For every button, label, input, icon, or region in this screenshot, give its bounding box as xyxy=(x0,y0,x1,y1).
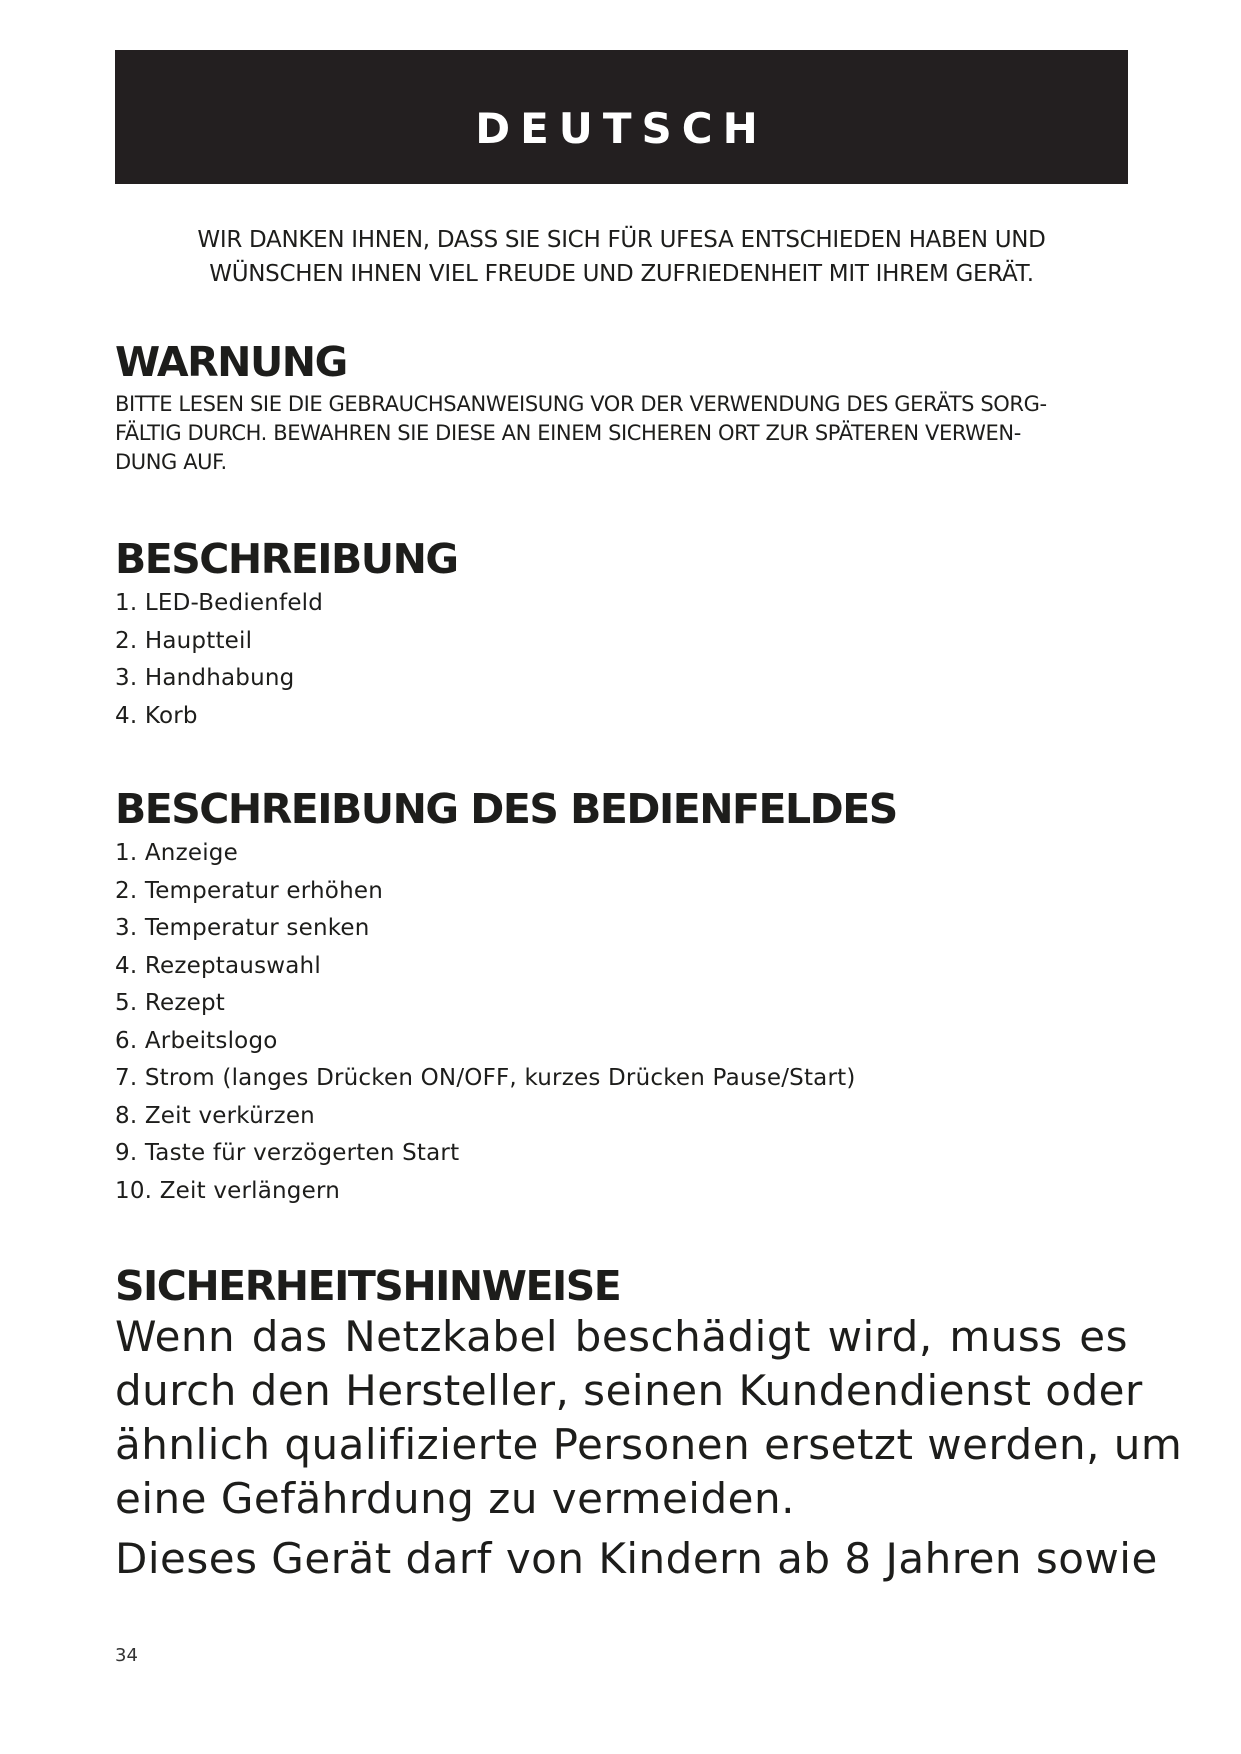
list-item: 7. Strom (langes Drücken ON/OFF, kurzes Drücken Pause/Start) xyxy=(115,1065,856,1091)
control-panel-heading: BESCHREIBUNG DES BEDIENFELDES xyxy=(115,785,897,833)
warning-section xyxy=(115,338,1128,477)
safety-heading: SICHERHEITSHINWEISE xyxy=(115,1262,621,1310)
warning-heading: WARNUNG xyxy=(115,338,347,386)
list-item: 1. Anzeige xyxy=(115,840,238,866)
list-item: 1. LED-Bedienfeld xyxy=(115,590,324,616)
list-item: 5. Rezept xyxy=(115,990,225,1016)
safety-section xyxy=(115,1262,1183,1586)
list-item: 9. Taste für verzögerten Start xyxy=(115,1140,460,1166)
safety-text xyxy=(115,1310,1183,1586)
thanks-line-1: WIR DANKEN IHNEN, DASS SIE SICH FÜR UFESA ENTSCHIEDEN HABEN UND xyxy=(197,227,1046,253)
warning-line-1: BITTE LESEN SIE DIE GEBRAUCHSANWEISUNG VOR DER VERWENDUNG DES GERÄTS SORG- xyxy=(115,392,1047,416)
thanks-message xyxy=(115,223,1128,291)
list-item: 8. Zeit verkürzen xyxy=(115,1102,315,1129)
warning-text xyxy=(115,390,1128,477)
description-section xyxy=(115,535,1128,735)
control-panel-section xyxy=(115,785,1128,1210)
list-item: 2. Hauptteil xyxy=(115,627,253,654)
list-item: 6. Arbeitslogo xyxy=(115,1027,278,1054)
safety-line-2: durch den Hersteller, seinen Kundendienst oder xyxy=(115,1366,1143,1415)
safety-line-4: eine Gefährdung zu vermeiden. xyxy=(115,1474,795,1523)
list-item: 2. Temperatur erhöhen xyxy=(115,877,383,904)
page-number: 34 xyxy=(115,1645,138,1666)
control-panel-list xyxy=(115,835,1128,1210)
safety-line-1: Wenn das Netzkabel beschädigt wird, muss es xyxy=(115,1312,1128,1361)
warning-line-3: DUNG AUF. xyxy=(115,450,227,474)
list-item: 3. Temperatur senken xyxy=(115,915,370,941)
list-item: 10. Zeit verlängern xyxy=(115,1177,340,1204)
thanks-line-2: WÜNSCHEN IHNEN VIEL FREUDE UND ZUFRIEDENHEIT MIT IHREM GERÄT. xyxy=(209,261,1034,287)
language-banner xyxy=(115,50,1128,184)
safety-line-5: Dieses Gerät darf von Kindern ab 8 Jahren sowie xyxy=(115,1534,1158,1583)
list-item: 4. Korb xyxy=(115,702,198,729)
safety-line-3: ähnlich qualifizierte Personen ersetzt werden, um xyxy=(115,1420,1183,1469)
list-item: 3. Handhabung xyxy=(115,665,295,691)
banner-title: DEUTSCH xyxy=(475,103,768,153)
list-item: 4. Rezeptauswahl xyxy=(115,952,321,979)
description-list xyxy=(115,585,1128,735)
description-heading: BESCHREIBUNG xyxy=(115,535,458,583)
warning-line-2: FÄLTIG DURCH. BEWAHREN SIE DIESE AN EINEM SICHEREN ORT ZUR SPÄTEREN VERWEN- xyxy=(115,421,1021,445)
